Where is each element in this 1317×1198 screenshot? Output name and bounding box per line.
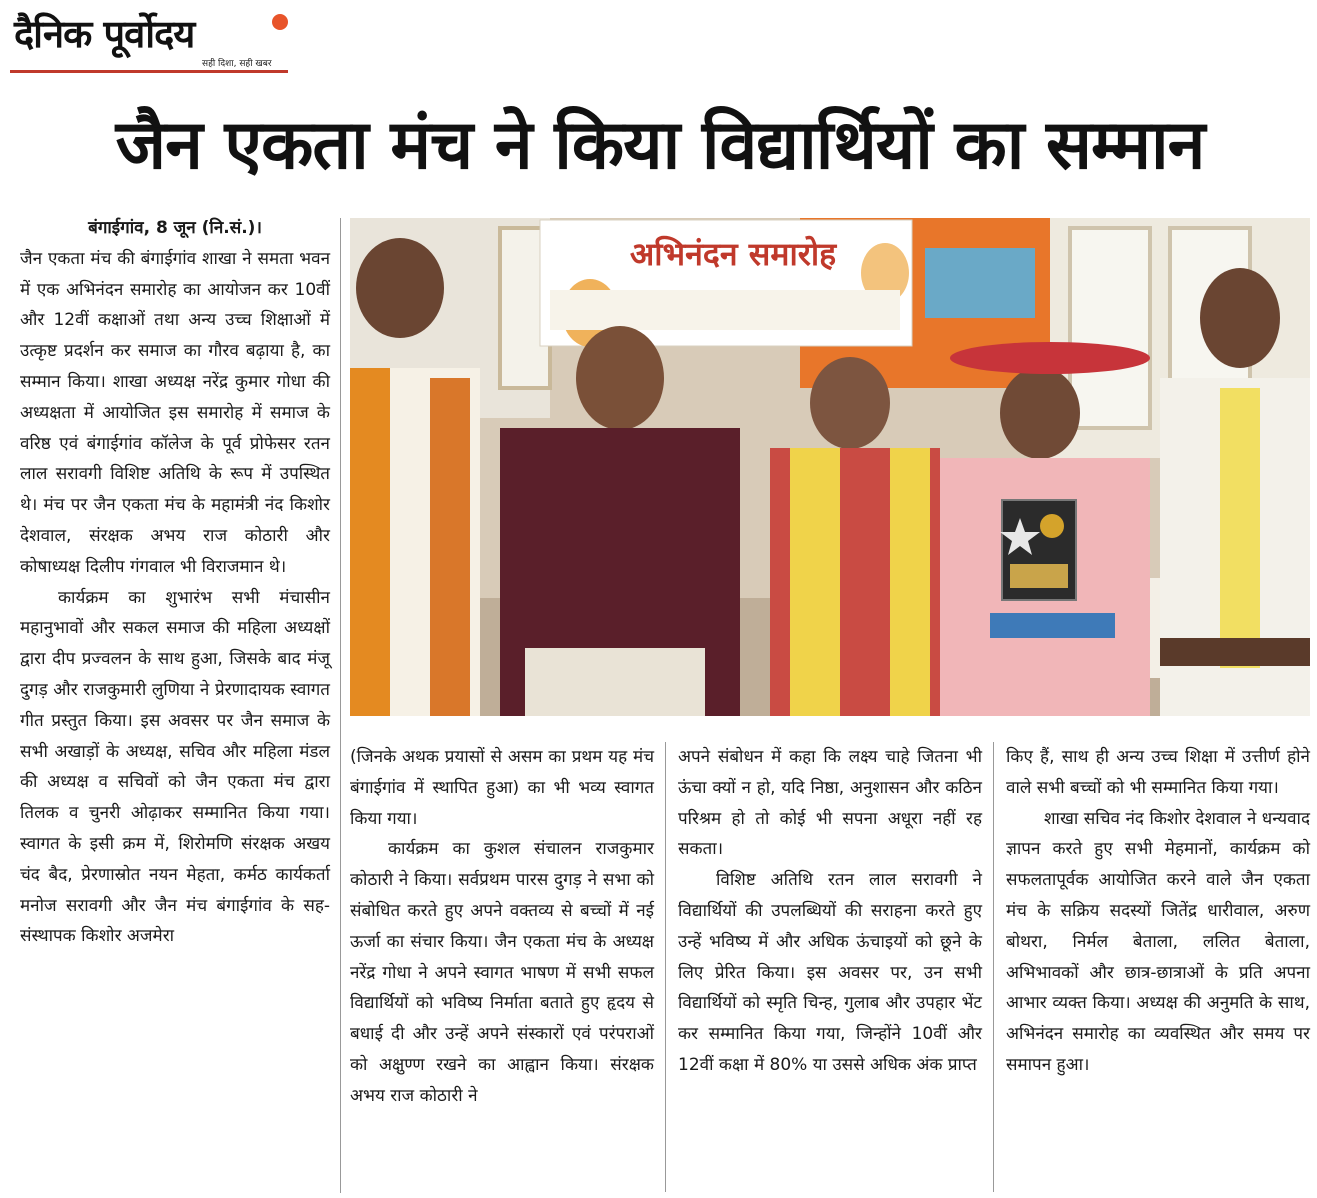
article-column-1	[20, 213, 330, 952]
column-divider	[993, 742, 994, 1192]
paragraph: कार्यक्रम का शुभारंभ सभी मंचासीन महानुभावों और सकल समाज की महिला अध्यक्षों द्वारा दीप प्रज्वलन के साथ हुआ, जिसके बाद मंजू दुगड़ और राजकुमारी लुणिया ने प्रेरणादायक स्वागत गीत प्रस्तुत किया। इस अवसर पर जैन समाज के सभी अखाड़ों के अध्यक्ष, सचिव और महिला मंडल की अध्यक्ष व सचिवों को जैन एकता मंच द्वारा तिलक व चुनरी ओढ़ाकर सम्मानित किया गया। स्वागत के इसी क्रम में, शिरोमणि संरक्षक अखय चंद बैद, प्रेरणास्रोत नयन मेहता, कर्मठ कार्यकर्ता मनोज सरावगी और जैन मंच बंगाईगांव के सह-संस्थापक किशोर अजमेरा	[20, 587, 330, 947]
paragraph: विशिष्ट अतिथि रतन लाल सरावगी ने विद्यार्थियों की उपलब्धियों की सराहना करते हुए उन्हें भविष्य में और अधिक ऊंचाइयों को छूने के लिए प्रेरित किया। इस अवसर पर, उन सभी विद्यार्थियों को स्मृति चिन्ह, गुलाब और उपहार भेंट कर सम्मानित किया गया, जिन्होंने 10वीं और 12वीं कक्षा में 80% या उससे अधिक अंक प्राप्त	[678, 870, 982, 1075]
event-photo	[350, 218, 1310, 716]
masthead-rule	[10, 70, 288, 73]
tagline: सही दिशा, सही खबर	[202, 59, 272, 69]
paragraph: (जिनके अथक प्रयासों से असम का प्रथम यह मंच बंगाईगांव में स्थापित हुआ) का भी भव्य स्वागत किया गया।	[350, 747, 654, 829]
article-column-3	[678, 742, 982, 1081]
article-column-2	[350, 742, 654, 1112]
logo-dot-icon	[272, 14, 288, 30]
logo: दैनिक पूर्वोदय	[14, 12, 195, 56]
paragraph: किए हैं, साथ ही अन्य उच्च शिक्षा में उत्तीर्ण होने वाले सभी बच्चों को भी सम्मानित किया गया।	[1006, 747, 1310, 798]
paragraph: शाखा सचिव नंद किशोर देशवाल ने धन्यवाद ज्ञापन करते हुए सभी मेहमानों, कार्यक्रम को सफलतापूर्वक आयोजित करने वाले जैन एकता मंच के सक्रिय सदस्यों जितेंद्र धारीवाल, अरुण बोथरा, निर्मल बेताला, ललित बेताला, अभिभावकों और छात्र-छात्राओं के प्रति अपना आभार व्यक्त किया। अध्यक्ष की अनुमति के साथ, अभिनंदन समारोह का व्यवस्थित और समय पर समापन हुआ।	[1006, 808, 1310, 1075]
paragraph: अपने संबोधन में कहा कि लक्ष्य चाहे जितना भी ऊंचा क्यों न हो, यदि निष्ठा, अनुशासन और कठिन परिश्रम हो तो कोई भी सपना अधूरा नहीं रह सकता।	[678, 747, 982, 860]
column-divider	[340, 218, 341, 1193]
headline: जैन एकता मंच ने किया विद्यार्थियों का सम्मान	[115, 106, 1205, 185]
dateline: बंगाईगांव, 8 जून (नि.सं.)।	[88, 218, 262, 238]
article-column-4	[1006, 742, 1310, 1081]
banner-text: अभिनंदन समारोह	[629, 235, 837, 273]
trophy-icon	[1000, 498, 1078, 602]
column-divider	[665, 742, 666, 1192]
paragraph: कार्यक्रम का कुशल संचालन राजकुमार कोठारी ने किया। सर्वप्रथम पारस दुगड़ ने सभा को संबोधित करते हुए अपने वक्तव्य से बच्चों में नई ऊर्जा का संचार किया। जैन एकता मंच के अध्यक्ष नरेंद्र गोधा ने अपने स्वागत भाषण में सभी सफल विद्यार्थियों को भविष्य निर्माता बताते हुए हृदय से बधाई दी और उन्हें अपने संस्कारों एवं परंपराओं को अक्षुण्ण रखने का आह्वान किया। संरक्षक अभय राज कोठारी ने	[350, 839, 654, 1106]
masthead	[10, 6, 288, 72]
paragraph: जैन एकता मंच की बंगाईगांव शाखा ने समता भवन में एक अभिनंदन समारोह का आयोजन कर 10वीं और 12वीं कक्षाओं तथा अन्य उच्च शिक्षाओं में उत्कृष्ट प्रदर्शन कर समाज का गौरव बढ़ाया है, का सम्मान किया। शाखा अध्यक्ष नरेंद्र कुमार गोधा की अध्यक्षता में आयोजित इस समारोह में समाज के वरिष्ठ एवं बंगाईगांव कॉलेज के पूर्व प्रोफेसर रतन लाल सरावगी विशिष्ट अतिथि के रूप में उपस्थित थे। मंच पर जैन एकता मंच के महामंत्री नंद किशोर देशवाल, संरक्षक अभय राज कोठारी और कोषाध्यक्ष दिलीप गंगवाल भी विराजमान थे।	[20, 248, 330, 577]
